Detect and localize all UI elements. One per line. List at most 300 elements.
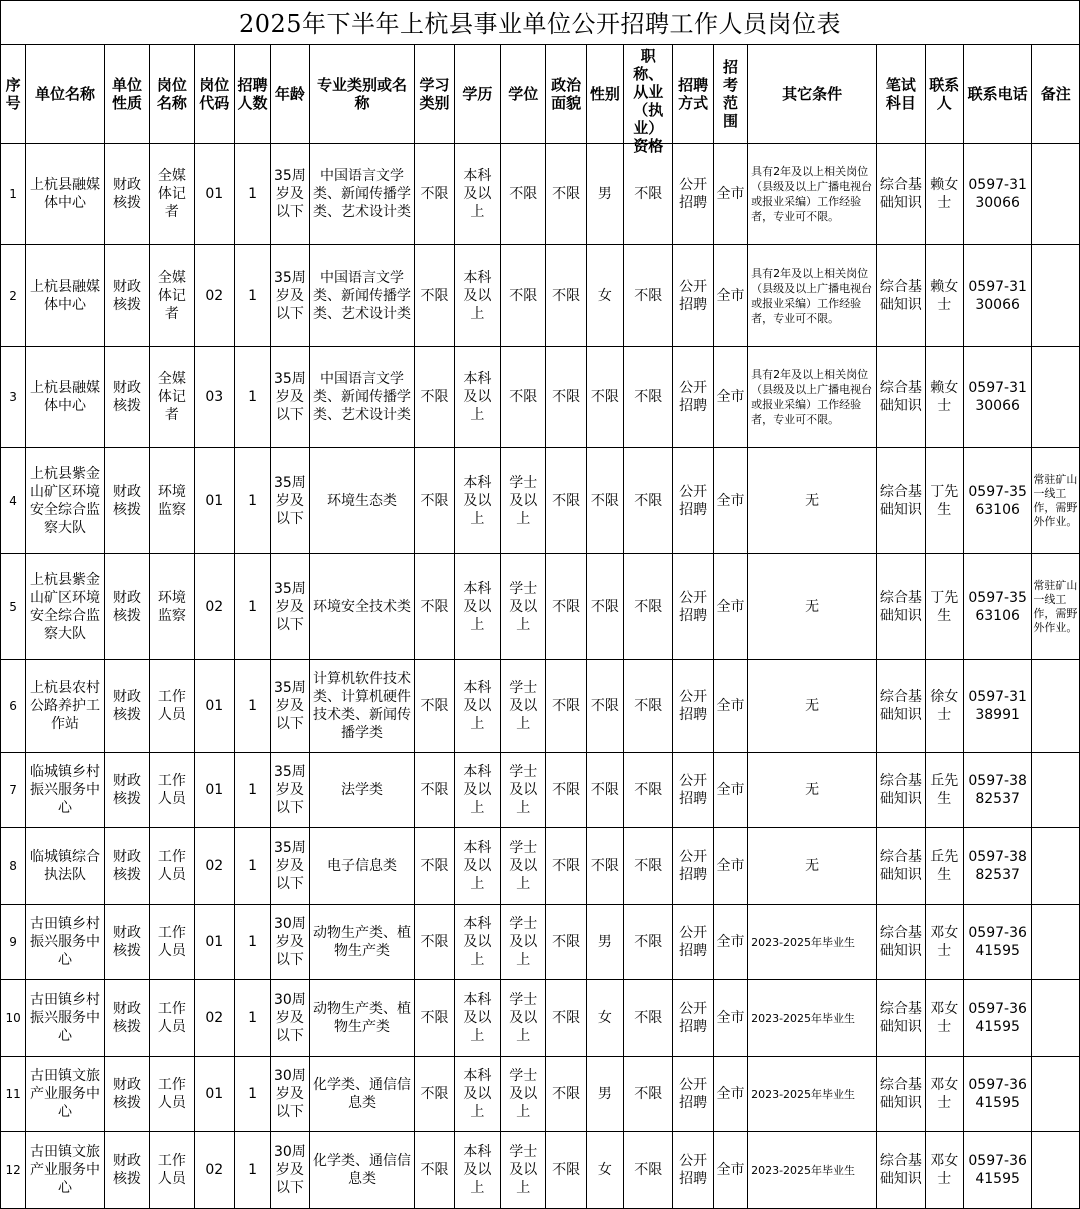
unit-type-cell: 财政核拨 <box>104 905 149 980</box>
phone-cell: 0597-3641595 <box>963 1132 1032 1209</box>
qualification-cell: 不限 <box>624 245 673 347</box>
gender-cell: 不限 <box>586 828 623 905</box>
scope-cell: 全市 <box>713 905 747 980</box>
exam-subject-cell: 综合基础知识 <box>877 245 925 347</box>
table-row <box>1 448 1080 554</box>
age-cell: 35周岁及以下 <box>271 753 309 828</box>
politics-cell: 不限 <box>546 1057 586 1132</box>
scope-cell: 全市 <box>713 980 747 1057</box>
other-conditions-cell: 具有2年及以上相关岗位（县级及以上广播电视台或报业采编）工作经验者，专业可不限。 <box>748 347 877 448</box>
serial-cell: 8 <box>1 828 26 905</box>
unit-type-cell: 财政核拨 <box>104 660 149 753</box>
col-major-header <box>309 45 415 144</box>
col-phone-header-label: 联系电话 <box>967 85 1028 103</box>
age-cell: 30周岁及以下 <box>271 1057 309 1132</box>
qualification-cell: 不限 <box>624 1057 673 1132</box>
major-cell: 环境生态类 <box>309 448 415 554</box>
col-unit-type-header <box>104 45 149 144</box>
hire-method-cell: 公开招聘 <box>673 448 713 554</box>
post-name-cell: 环境监察 <box>150 554 194 660</box>
hire-method-cell: 公开招聘 <box>673 980 713 1057</box>
degree-cell: 学士及以上 <box>501 448 546 554</box>
study-type-cell: 不限 <box>415 245 454 347</box>
degree-cell: 学士及以上 <box>501 828 546 905</box>
exam-subject-cell: 综合基础知识 <box>877 1132 925 1209</box>
age-cell: 30周岁及以下 <box>271 905 309 980</box>
post-name-cell: 工作人员 <box>150 828 194 905</box>
post-name-cell: 工作人员 <box>150 905 194 980</box>
col-unit-name-header-label: 单位名称 <box>35 85 96 103</box>
col-major-header-label: 专业类别或名称 <box>316 76 407 112</box>
other-conditions-cell: 无 <box>748 660 877 753</box>
education-cell: 本科及以上 <box>454 1132 500 1209</box>
col-study-type-header <box>415 45 454 144</box>
positions-table <box>0 44 1080 1209</box>
gender-cell: 男 <box>586 905 623 980</box>
exam-subject-cell: 综合基础知识 <box>877 448 925 554</box>
education-cell: 本科及以上 <box>454 245 500 347</box>
scope-cell: 全市 <box>713 828 747 905</box>
scope-cell: 全市 <box>713 347 747 448</box>
col-unit-name-header <box>26 45 105 144</box>
qualification-cell: 不限 <box>624 347 673 448</box>
serial-cell: 4 <box>1 448 26 554</box>
degree-cell: 不限 <box>501 245 546 347</box>
col-age-header-label: 年龄 <box>274 85 305 103</box>
unit-name-cell: 临城镇乡村振兴服务中心 <box>26 753 105 828</box>
col-other-conditions-header-label: 其它条件 <box>782 85 843 103</box>
scope-cell: 全市 <box>713 144 747 245</box>
unit-type-cell: 财政核拨 <box>104 245 149 347</box>
scope-cell: 全市 <box>713 660 747 753</box>
degree-cell: 学士及以上 <box>501 660 546 753</box>
qualification-cell: 不限 <box>624 448 673 554</box>
study-type-cell: 不限 <box>415 753 454 828</box>
degree-cell: 不限 <box>501 144 546 245</box>
exam-subject-cell: 综合基础知识 <box>877 554 925 660</box>
other-conditions-cell: 无 <box>748 828 877 905</box>
col-study-type-header-label: 学习类别 <box>419 76 450 112</box>
other-conditions-cell: 无 <box>748 753 877 828</box>
col-age-header <box>271 45 309 144</box>
table-row <box>1 980 1080 1057</box>
study-type-cell: 不限 <box>415 828 454 905</box>
politics-cell: 不限 <box>546 554 586 660</box>
politics-cell: 不限 <box>546 753 586 828</box>
age-cell: 35周岁及以下 <box>271 660 309 753</box>
phone-cell: 0597-3563106 <box>963 554 1032 660</box>
post-name-cell: 全媒体记者 <box>150 144 194 245</box>
gender-cell: 男 <box>586 1057 623 1132</box>
phone-cell: 0597-3130066 <box>963 245 1032 347</box>
degree-cell: 不限 <box>501 347 546 448</box>
other-conditions-cell: 2023-2025年毕业生 <box>748 1057 877 1132</box>
post-code-cell: 01 <box>194 905 234 980</box>
serial-cell: 7 <box>1 753 26 828</box>
gender-cell: 不限 <box>586 448 623 554</box>
col-exam-subject-header-label: 笔试科目 <box>885 76 916 112</box>
major-cell: 中国语言文学类、新闻传播学类、艺术设计类 <box>309 144 415 245</box>
contact-cell: 丘先生 <box>925 753 963 828</box>
education-cell: 本科及以上 <box>454 347 500 448</box>
serial-cell: 12 <box>1 1132 26 1209</box>
contact-cell: 赖女士 <box>925 245 963 347</box>
major-cell: 中国语言文学类、新闻传播学类、艺术设计类 <box>309 245 415 347</box>
study-type-cell: 不限 <box>415 554 454 660</box>
table-row <box>1 828 1080 905</box>
table-row <box>1 660 1080 753</box>
col-scope-header <box>713 45 747 144</box>
serial-cell: 10 <box>1 980 26 1057</box>
unit-type-cell: 财政核拨 <box>104 1057 149 1132</box>
unit-name-cell: 上杭县融媒体中心 <box>26 144 105 245</box>
phone-cell: 0597-3563106 <box>963 448 1032 554</box>
hire-method-cell: 公开招聘 <box>673 347 713 448</box>
education-cell: 本科及以上 <box>454 660 500 753</box>
qualification-cell: 不限 <box>624 753 673 828</box>
degree-cell: 学士及以上 <box>501 753 546 828</box>
politics-cell: 不限 <box>546 905 586 980</box>
col-hire-count-header <box>234 45 270 144</box>
contact-cell: 赖女士 <box>925 347 963 448</box>
major-cell: 法学类 <box>309 753 415 828</box>
col-unit-type-header-label: 单位性质 <box>112 76 143 112</box>
hire-count-cell: 1 <box>234 554 270 660</box>
col-post-code-header <box>194 45 234 144</box>
gender-cell: 女 <box>586 245 623 347</box>
col-hire-method-header-label: 招聘方式 <box>678 76 709 112</box>
post-code-cell: 01 <box>194 660 234 753</box>
hire-count-cell: 1 <box>234 347 270 448</box>
post-code-cell: 02 <box>194 1132 234 1209</box>
unit-name-cell: 上杭县紫金山矿区环境安全综合监察大队 <box>26 554 105 660</box>
hire-count-cell: 1 <box>234 1132 270 1209</box>
study-type-cell: 不限 <box>415 980 454 1057</box>
unit-type-cell: 财政核拨 <box>104 448 149 554</box>
hire-method-cell: 公开招聘 <box>673 554 713 660</box>
education-cell: 本科及以上 <box>454 980 500 1057</box>
phone-cell: 0597-3882537 <box>963 753 1032 828</box>
contact-cell: 邓女士 <box>925 1057 963 1132</box>
header-row <box>1 45 1080 144</box>
col-serial-header-label: 序号 <box>5 76 21 112</box>
politics-cell: 不限 <box>546 245 586 347</box>
hire-count-cell: 1 <box>234 828 270 905</box>
exam-subject-cell: 综合基础知识 <box>877 828 925 905</box>
exam-subject-cell: 综合基础知识 <box>877 660 925 753</box>
unit-name-cell: 古田镇乡村振兴服务中心 <box>26 980 105 1057</box>
degree-cell: 学士及以上 <box>501 1057 546 1132</box>
unit-name-cell: 上杭县融媒体中心 <box>26 245 105 347</box>
post-code-cell: 02 <box>194 554 234 660</box>
col-gender-header-label: 性别 <box>589 85 620 103</box>
serial-cell: 9 <box>1 905 26 980</box>
qualification-cell: 不限 <box>624 828 673 905</box>
hire-count-cell: 1 <box>234 245 270 347</box>
post-name-cell: 工作人员 <box>150 660 194 753</box>
post-code-cell: 02 <box>194 828 234 905</box>
unit-name-cell: 古田镇乡村振兴服务中心 <box>26 905 105 980</box>
exam-subject-cell: 综合基础知识 <box>877 1057 925 1132</box>
age-cell: 30周岁及以下 <box>271 980 309 1057</box>
phone-cell: 0597-3138991 <box>963 660 1032 753</box>
hire-method-cell: 公开招聘 <box>673 828 713 905</box>
remarks-cell <box>1032 828 1080 905</box>
col-serial-header <box>1 45 26 144</box>
contact-cell: 丁先生 <box>925 448 963 554</box>
hire-method-cell: 公开招聘 <box>673 144 713 245</box>
major-cell: 计算机软件技术类、计算机硬件技术类、新闻传播学类 <box>309 660 415 753</box>
exam-subject-cell: 综合基础知识 <box>877 753 925 828</box>
col-phone-header <box>963 45 1032 144</box>
table-row <box>1 347 1080 448</box>
unit-type-cell: 财政核拨 <box>104 980 149 1057</box>
scope-cell: 全市 <box>713 448 747 554</box>
major-cell: 化学类、通信信息类 <box>309 1132 415 1209</box>
post-name-cell: 工作人员 <box>150 1057 194 1132</box>
politics-cell: 不限 <box>546 828 586 905</box>
gender-cell: 女 <box>586 1132 623 1209</box>
unit-type-cell: 财政核拨 <box>104 828 149 905</box>
other-conditions-cell: 具有2年及以上相关岗位（县级及以上广播电视台或报业采编）工作经验者，专业可不限。 <box>748 245 877 347</box>
education-cell: 本科及以上 <box>454 828 500 905</box>
scope-cell: 全市 <box>713 245 747 347</box>
contact-cell: 邓女士 <box>925 1132 963 1209</box>
post-name-cell: 全媒体记者 <box>150 245 194 347</box>
other-conditions-cell: 无 <box>748 554 877 660</box>
other-conditions-cell: 2023-2025年毕业生 <box>748 905 877 980</box>
major-cell: 中国语言文学类、新闻传播学类、艺术设计类 <box>309 347 415 448</box>
hire-count-cell: 1 <box>234 980 270 1057</box>
other-conditions-cell: 2023-2025年毕业生 <box>748 980 877 1057</box>
scope-cell: 全市 <box>713 1132 747 1209</box>
remarks-cell <box>1032 1132 1080 1209</box>
unit-type-cell: 财政核拨 <box>104 347 149 448</box>
post-name-cell: 全媒体记者 <box>150 347 194 448</box>
politics-cell: 不限 <box>546 448 586 554</box>
col-other-conditions-header <box>748 45 877 144</box>
contact-cell: 邓女士 <box>925 905 963 980</box>
education-cell: 本科及以上 <box>454 753 500 828</box>
post-code-cell: 01 <box>194 144 234 245</box>
gender-cell: 不限 <box>586 660 623 753</box>
post-code-cell: 01 <box>194 1057 234 1132</box>
qualification-cell: 不限 <box>624 905 673 980</box>
post-name-cell: 工作人员 <box>150 980 194 1057</box>
education-cell: 本科及以上 <box>454 554 500 660</box>
gender-cell: 男 <box>586 144 623 245</box>
phone-cell: 0597-3130066 <box>963 347 1032 448</box>
col-post-code-header-label: 岗位代码 <box>199 76 230 112</box>
degree-cell: 学士及以上 <box>501 554 546 660</box>
unit-type-cell: 财政核拨 <box>104 1132 149 1209</box>
unit-type-cell: 财政核拨 <box>104 144 149 245</box>
unit-name-cell: 临城镇综合执法队 <box>26 828 105 905</box>
contact-cell: 赖女士 <box>925 144 963 245</box>
gender-cell: 不限 <box>586 347 623 448</box>
age-cell: 35周岁及以下 <box>271 448 309 554</box>
degree-cell: 学士及以上 <box>501 980 546 1057</box>
study-type-cell: 不限 <box>415 905 454 980</box>
phone-cell: 0597-3882537 <box>963 828 1032 905</box>
major-cell: 动物生产类、植物生产类 <box>309 980 415 1057</box>
hire-method-cell: 公开招聘 <box>673 1132 713 1209</box>
major-cell: 化学类、通信信息类 <box>309 1057 415 1132</box>
exam-subject-cell: 综合基础知识 <box>877 905 925 980</box>
hire-count-cell: 1 <box>234 905 270 980</box>
phone-cell: 0597-3130066 <box>963 144 1032 245</box>
remarks-cell <box>1032 905 1080 980</box>
post-name-cell: 工作人员 <box>150 753 194 828</box>
other-conditions-cell: 2023-2025年毕业生 <box>748 1132 877 1209</box>
contact-cell: 丘先生 <box>925 828 963 905</box>
gender-cell: 不限 <box>586 753 623 828</box>
unit-name-cell: 上杭县农村公路养护工作站 <box>26 660 105 753</box>
remarks-cell <box>1032 980 1080 1057</box>
remarks-cell <box>1032 245 1080 347</box>
scope-cell: 全市 <box>713 554 747 660</box>
qualification-cell: 不限 <box>624 660 673 753</box>
unit-type-cell: 财政核拨 <box>104 554 149 660</box>
table-row <box>1 753 1080 828</box>
other-conditions-cell: 具有2年及以上相关岗位（县级及以上广播电视台或报业采编）工作经验者，专业可不限。 <box>748 144 877 245</box>
post-name-cell: 环境监察 <box>150 448 194 554</box>
study-type-cell: 不限 <box>415 1057 454 1132</box>
degree-cell: 学士及以上 <box>501 1132 546 1209</box>
post-code-cell: 01 <box>194 448 234 554</box>
exam-subject-cell: 综合基础知识 <box>877 347 925 448</box>
remarks-cell: 常驻矿山一线工作，需野外作业。 <box>1032 554 1080 660</box>
hire-method-cell: 公开招聘 <box>673 753 713 828</box>
education-cell: 本科及以上 <box>454 905 500 980</box>
col-post-name-header-label: 岗位名称 <box>156 76 187 112</box>
age-cell: 35周岁及以下 <box>271 347 309 448</box>
age-cell: 35周岁及以下 <box>271 245 309 347</box>
contact-cell: 邓女士 <box>925 980 963 1057</box>
col-contact-header-label: 联系人 <box>929 76 960 112</box>
study-type-cell: 不限 <box>415 144 454 245</box>
serial-cell: 3 <box>1 347 26 448</box>
phone-cell: 0597-3641595 <box>963 980 1032 1057</box>
post-name-cell: 工作人员 <box>150 1132 194 1209</box>
hire-method-cell: 公开招聘 <box>673 245 713 347</box>
table-row <box>1 144 1080 245</box>
table-body <box>1 144 1080 1209</box>
politics-cell: 不限 <box>546 1132 586 1209</box>
exam-subject-cell: 综合基础知识 <box>877 144 925 245</box>
hire-method-cell: 公开招聘 <box>673 660 713 753</box>
unit-name-cell: 上杭县紫金山矿区环境安全综合监察大队 <box>26 448 105 554</box>
remarks-cell: 常驻矿山一线工作，需野外作业。 <box>1032 448 1080 554</box>
major-cell: 动物生产类、植物生产类 <box>309 905 415 980</box>
col-qualification-header <box>624 45 673 155</box>
post-code-cell: 03 <box>194 347 234 448</box>
politics-cell: 不限 <box>546 347 586 448</box>
age-cell: 35周岁及以下 <box>271 828 309 905</box>
unit-type-cell: 财政核拨 <box>104 753 149 828</box>
qualification-cell: 不限 <box>624 144 673 245</box>
col-hire-method-header <box>673 45 713 144</box>
remarks-cell <box>1032 347 1080 448</box>
scope-cell: 全市 <box>713 753 747 828</box>
politics-cell: 不限 <box>546 660 586 753</box>
hire-count-cell: 1 <box>234 1057 270 1132</box>
col-politics-header-label: 政治面貌 <box>551 76 582 112</box>
phone-cell: 0597-3641595 <box>963 1057 1032 1132</box>
hire-count-cell: 1 <box>234 448 270 554</box>
post-code-cell: 02 <box>194 980 234 1057</box>
study-type-cell: 不限 <box>415 448 454 554</box>
col-scope-header-label: 招考范围 <box>722 58 738 130</box>
table-row <box>1 905 1080 980</box>
education-cell: 本科及以上 <box>454 144 500 245</box>
major-cell: 环境安全技术类 <box>309 554 415 660</box>
col-education-header <box>454 45 500 144</box>
hire-count-cell: 1 <box>234 660 270 753</box>
remarks-cell <box>1032 144 1080 245</box>
unit-name-cell: 古田镇文旅产业服务中心 <box>26 1132 105 1209</box>
politics-cell: 不限 <box>546 980 586 1057</box>
hire-method-cell: 公开招聘 <box>673 905 713 980</box>
serial-cell: 2 <box>1 245 26 347</box>
qualification-cell: 不限 <box>624 554 673 660</box>
politics-cell: 不限 <box>546 144 586 245</box>
table-row <box>1 1057 1080 1132</box>
scope-cell: 全市 <box>713 1057 747 1132</box>
study-type-cell: 不限 <box>415 660 454 753</box>
remarks-cell <box>1032 1057 1080 1132</box>
other-conditions-cell: 无 <box>748 448 877 554</box>
age-cell: 35周岁及以下 <box>271 144 309 245</box>
col-degree-header <box>501 45 546 144</box>
education-cell: 本科及以上 <box>454 1057 500 1132</box>
contact-cell: 丁先生 <box>925 554 963 660</box>
gender-cell: 不限 <box>586 554 623 660</box>
col-qualification-header-label: 职称、从业（执业）资格 <box>633 47 664 155</box>
unit-name-cell: 古田镇文旅产业服务中心 <box>26 1057 105 1132</box>
col-degree-header-label: 学位 <box>508 85 539 103</box>
contact-cell: 徐女士 <box>925 660 963 753</box>
table-row <box>1 245 1080 347</box>
gender-cell: 女 <box>586 980 623 1057</box>
qualification-cell: 不限 <box>624 980 673 1057</box>
serial-cell: 11 <box>1 1057 26 1132</box>
age-cell: 30周岁及以下 <box>271 1132 309 1209</box>
col-remarks-header <box>1032 45 1080 144</box>
remarks-cell <box>1032 753 1080 828</box>
study-type-cell: 不限 <box>415 347 454 448</box>
post-code-cell: 01 <box>194 753 234 828</box>
col-education-header-label: 学历 <box>462 85 493 103</box>
col-hire-count-header-label: 招聘人数 <box>237 76 268 112</box>
col-politics-header <box>546 45 586 144</box>
exam-subject-cell: 综合基础知识 <box>877 980 925 1057</box>
age-cell: 35周岁及以下 <box>271 554 309 660</box>
hire-count-cell: 1 <box>234 753 270 828</box>
page-title: 2025年下半年上杭县事业单位公开招聘工作人员岗位表 <box>0 0 1080 44</box>
degree-cell: 学士及以上 <box>501 905 546 980</box>
col-contact-header <box>925 45 963 144</box>
serial-cell: 5 <box>1 554 26 660</box>
table-row <box>1 1132 1080 1209</box>
phone-cell: 0597-3641595 <box>963 905 1032 980</box>
col-gender-header <box>586 45 623 144</box>
col-exam-subject-header <box>877 45 925 144</box>
remarks-cell <box>1032 660 1080 753</box>
post-code-cell: 02 <box>194 245 234 347</box>
serial-cell: 6 <box>1 660 26 753</box>
qualification-cell: 不限 <box>624 1132 673 1209</box>
